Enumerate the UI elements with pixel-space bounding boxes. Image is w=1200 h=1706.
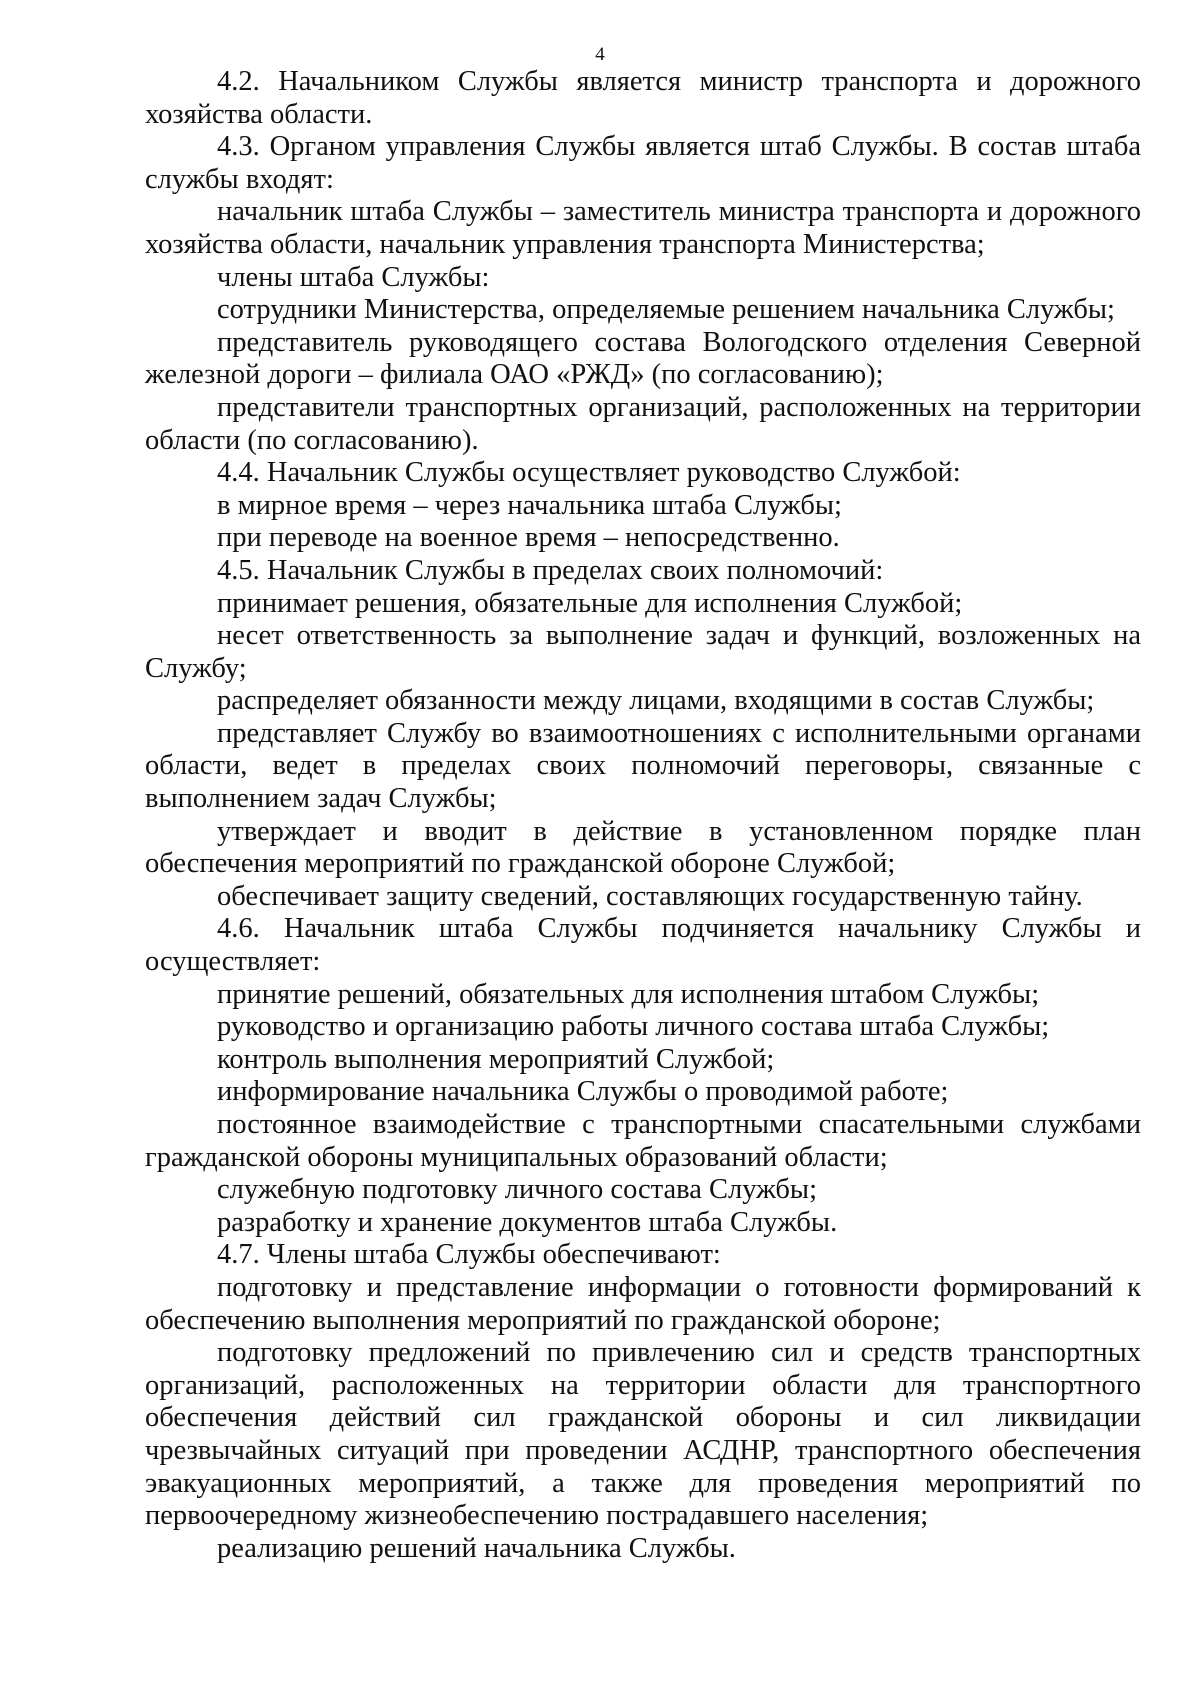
paragraph-4-5: 4.5. Начальник Службы в пределах своих полномочий: <box>217 554 884 586</box>
paragraph-approves-plan: утверждает и вводит в действие в установленном порядке план обеспечения мероприятий по гражданской обороне Службой; <box>145 815 1141 880</box>
paragraph-proposals: подготовку предложений по привлечению сил и средств транспортных организаций, расположенных на территории области для транспортного обеспечения действий сил гражданской обороны и сил ликвидации чрезвычайных ситуаций при проведении АСДНР, транспортного обеспечения эвакуационных мероприятий, а также для проведения мероприятий по первоочередному жизнеобеспечению пострадавшего населения; <box>145 1337 1141 1532</box>
paragraph-railway-representative: представитель руководящего состава Вологодского отделения Северной железной дороги – филиала ОАО «РЖД» (по согласованию); <box>145 326 1141 391</box>
page-number: 4 <box>595 44 605 65</box>
paragraph-responsibility: несет ответственность за выполнение задач и функций, возложенных на Службу; <box>145 620 1141 684</box>
paragraph-informing: информирование начальника Службы о проводимой работе; <box>217 1076 949 1108</box>
paragraph-staff-decisions: принятие решений, обязательных для исполнения штабом Службы; <box>217 978 1040 1010</box>
paragraph-documents: разработку и хранение документов штаба Службы. <box>217 1206 838 1238</box>
paragraph-4-4: 4.4. Начальник Службы осуществляет руководство Службой: <box>217 457 961 489</box>
paragraph-transport-organizations: представители транспортных организаций, расположенных на территории области (по согласованию). <box>145 391 1141 456</box>
paragraph-makes-decisions: принимает решения, обязательные для исполнения Службой; <box>217 587 963 619</box>
paragraph-4-7: 4.7. Члены штаба Службы обеспечивают: <box>217 1239 721 1271</box>
paragraph-4-2: 4.2. Начальником Службы является министр транспорта и дорожного хозяйства области. <box>145 66 1141 130</box>
document-body <box>145 66 1141 1565</box>
paragraph-ministry-employees: сотрудники Министерства, определяемые решением начальника Службы; <box>217 294 1115 326</box>
paragraph-readiness-info: подготовку и представление информации о готовности формирований к обеспечению выполнения мероприятий по гражданской обороне; <box>145 1271 1141 1336</box>
paragraph-represents-service: представляет Службу во взаимоотношениях с исполнительными органами области, ведет в пределах своих полномочий переговоры, связанные с выполнением задач Службы; <box>145 717 1141 815</box>
paragraph-4-3: 4.3. Органом управления Службы является штаб Службы. В состав штаба службы входят: <box>145 131 1141 195</box>
paragraph-staff-management: руководство и организацию работы личного состава штаба Службы; <box>217 1011 1050 1043</box>
paragraph-wartime: при переводе на военное время – непосредственно. <box>217 522 840 554</box>
paragraph-interaction: постоянное взаимодействие с транспортными спасательными службами гражданской обороны муниципальных образований области; <box>145 1109 1141 1173</box>
paragraph-peacetime: в мирное время – через начальника штаба Службы; <box>217 489 842 521</box>
paragraph-control: контроль выполнения мероприятий Службой; <box>217 1043 775 1075</box>
paragraph-distributes-duties: распределяет обязанности между лицами, входящими в состав Службы; <box>217 685 1095 717</box>
paragraph-protects-secrets: обеспечивает защиту сведений, составляющих государственную тайну. <box>217 880 1083 912</box>
paragraph-4-6: 4.6. Начальник штаба Службы подчиняется начальнику Службы и осуществляет: <box>145 913 1141 978</box>
paragraph-chief-of-staff: начальник штаба Службы – заместитель министра транспорта и дорожного хозяйства области, начальник управления транспорта Министерства; <box>145 196 1141 260</box>
paragraph-implementation: реализацию решений начальника Службы. <box>217 1532 736 1564</box>
paragraph-training: служебную подготовку личного состава Службы; <box>217 1174 817 1206</box>
paragraph-staff-members-heading: члены штаба Службы: <box>217 261 490 293</box>
